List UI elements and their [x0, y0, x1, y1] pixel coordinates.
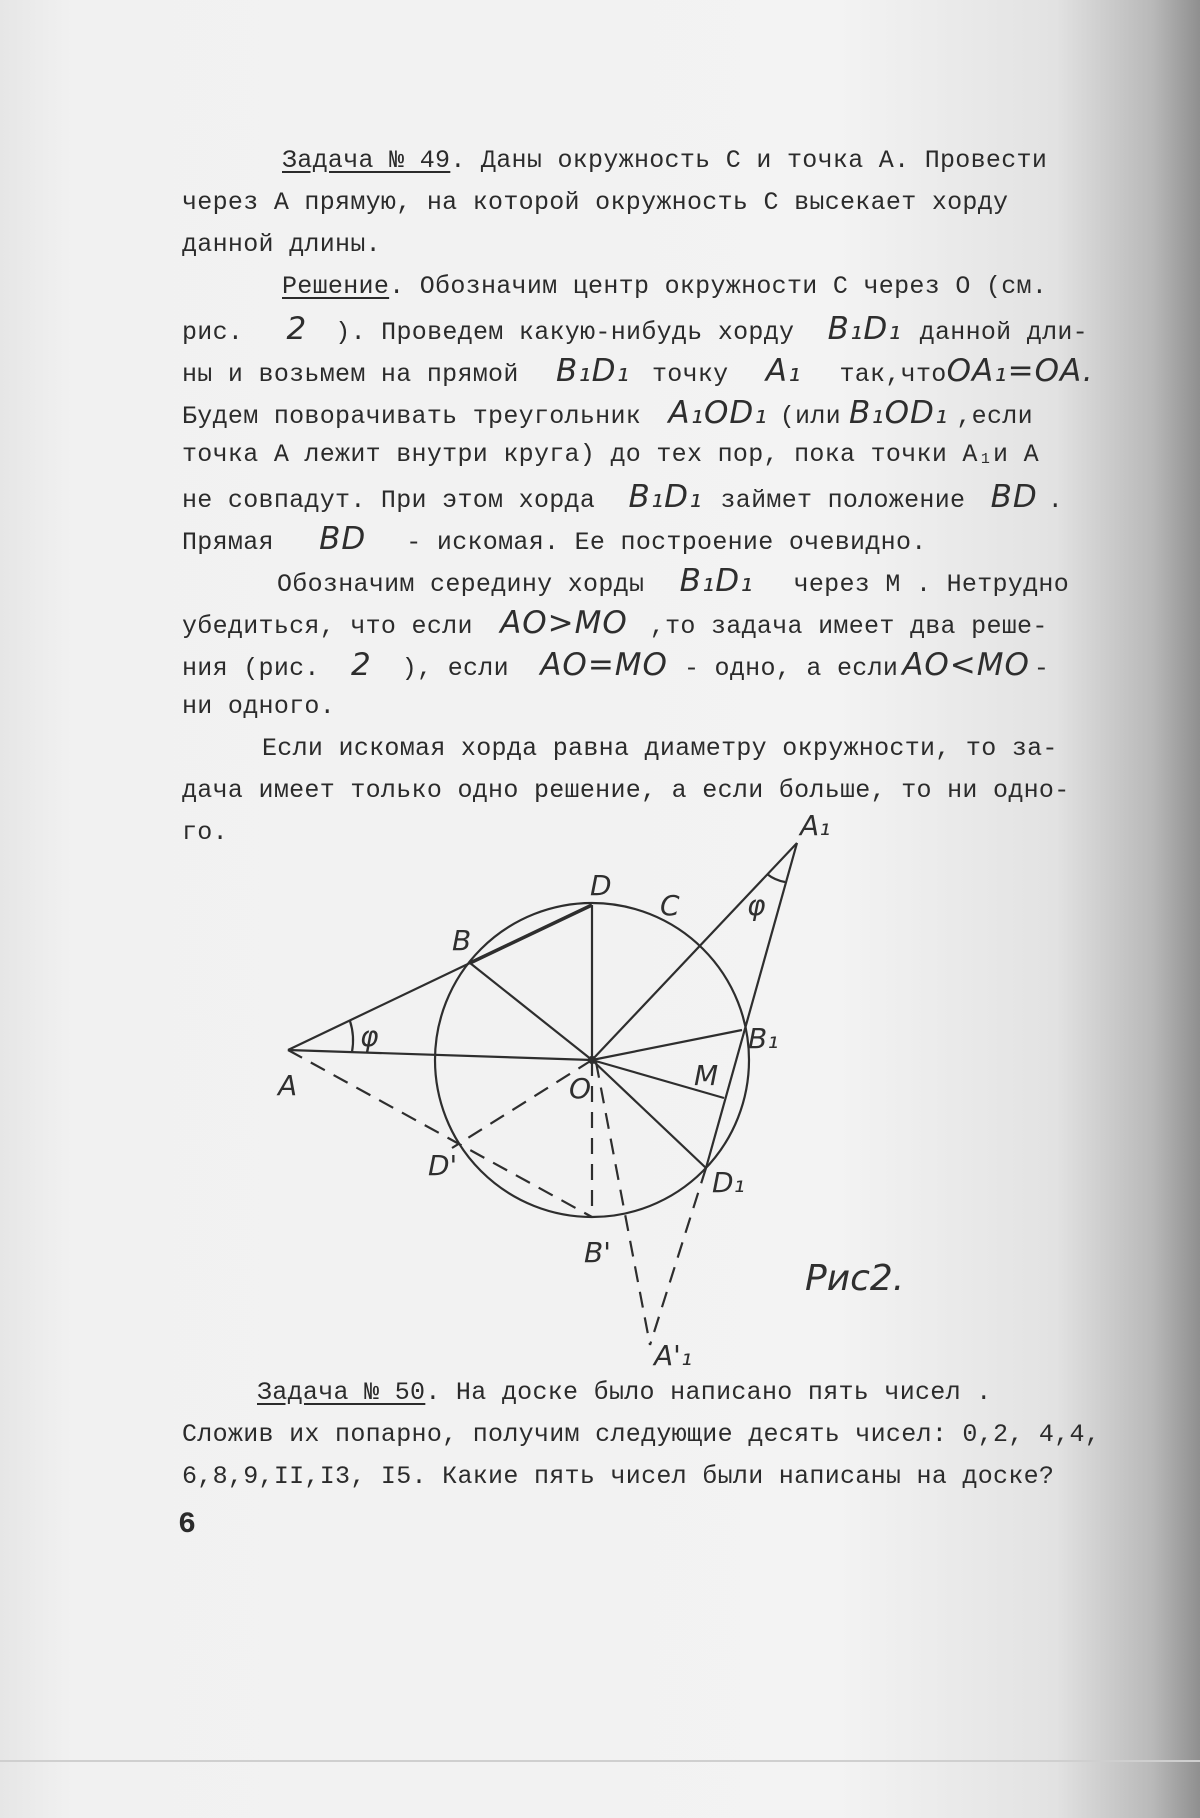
solution-title: Решение [282, 272, 390, 301]
angle-phi-a [350, 1021, 353, 1052]
line-a-o [288, 1050, 592, 1060]
solution-line7: Прямая BD - искомая. Ее построение очевидно. [182, 521, 927, 557]
label-d: D [590, 869, 612, 902]
label-a1: A₁ [800, 809, 831, 842]
solution-p2-line3: ния (рис. 2 ), если AO=MO - одно, а если AO<MO - [182, 647, 1050, 683]
solution-line1: Решение. Обозначим центр окружности С через О (см. [282, 272, 1048, 301]
problem50-line2: Сложив их попарно, получим следующие десять чисел: 0,2, 4,4, [182, 1420, 1101, 1449]
dash-d1-a1prime [650, 1168, 706, 1345]
label-a: A [278, 1069, 298, 1102]
solution-p3-line2: дача имеет только одно решение, а если больше, то ни одно- [182, 776, 1070, 805]
solution-line4: Будем поворачивать треугольник A₁OD₁ (или B₁OD₁ ,если [182, 395, 1033, 431]
problem49-line3: данной длины. [182, 230, 381, 259]
label-phi-a1: φ [747, 889, 766, 922]
solution-line5: точка А лежит внутри круга) до тех пор, пока точки А₁и А [182, 440, 1039, 469]
angle-phi-a1 [767, 874, 785, 882]
line-b-o [470, 963, 592, 1060]
label-d-prime: D' [428, 1149, 458, 1182]
solution-line2: рис. 2 ). Проведем какую-нибудь хорду B₁D₁ данной дли- [182, 311, 1088, 347]
point-o [589, 1057, 595, 1063]
solution-line6: не совпадут. При этом хорда B₁D₁ займет положение BD . [182, 479, 1064, 515]
label-b-prime: B' [584, 1236, 611, 1269]
label-phi-a: φ [360, 1020, 379, 1053]
label-a1-prime: A'₁ [654, 1339, 693, 1372]
page-number: 6 [178, 1508, 197, 1542]
label-c: C [660, 889, 680, 922]
label-d1: D₁ [712, 1166, 745, 1199]
line-o-b1 [592, 1030, 742, 1060]
line-a-b [288, 963, 470, 1050]
solution-p2-line2: убедиться, что если AO>MO ,то задача имеет два реше- [182, 605, 1048, 641]
dash-o-a1prime [596, 1062, 650, 1345]
figure-caption: Рис2. [805, 1258, 905, 1299]
problem49-title: Задача № 49 [282, 146, 451, 175]
page-bottom-edge [0, 1760, 1200, 1762]
label-b1: B₁ [748, 1022, 779, 1055]
solution-p3-line3: го. [182, 818, 228, 847]
solution-p2-line1: Обозначим середину хорды B₁D₁ через М . Нетрудно [277, 563, 1070, 599]
problem50-title: Задача № 50 [257, 1378, 426, 1407]
chord-b-d [470, 905, 592, 963]
solution-p3-line1: Если искомая хорда равна диаметру окружности, то за- [262, 734, 1058, 763]
label-m: M [694, 1059, 719, 1092]
label-b: B [452, 924, 472, 957]
problem49-line2: через А прямую, на которой окружность С высекает хорду [182, 188, 1009, 217]
problem50-line1: Задача № 50. На доске было написано пять чисел . [257, 1378, 992, 1407]
dash-a-bprime [288, 1050, 592, 1217]
label-o: O [569, 1072, 592, 1105]
problem50-line3: 6,8,9,II,I3, I5. Какие пять чисел были написаны на доске? [182, 1462, 1055, 1491]
solution-line3: ны и возьмем на прямой B₁D₁ точку A₁ так,чтоOA₁=OA. [182, 353, 1094, 389]
solution-p2-line4: ни одного. [182, 692, 336, 721]
problem49-line1: Задача № 49. Даны окружность С и точка А. Провести [282, 146, 1048, 175]
